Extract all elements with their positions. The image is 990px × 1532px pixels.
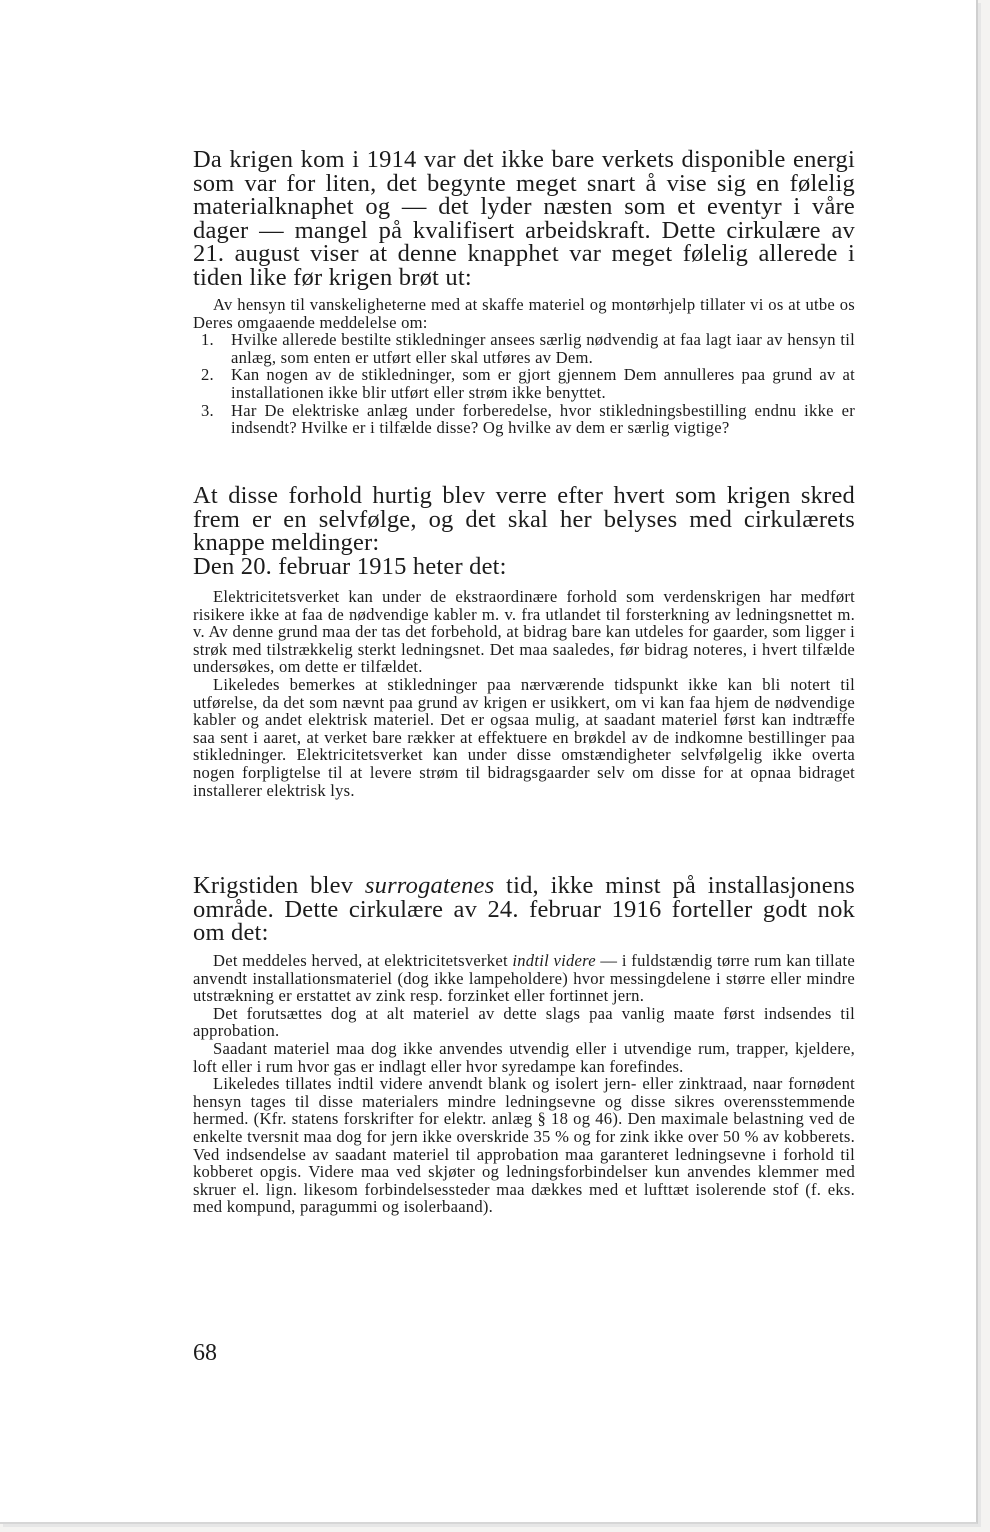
circular-quote-1916 [193,952,855,1216]
quote1-item-3 [193,402,855,437]
section3-italic-term: surrogatenes [364,872,495,899]
quote3-paragraph-2: Det forutsættes dog at alt materiel av dette slags paa vanlig maate først indsendes til approbation. [193,1003,855,1041]
quote1-item-3-number: 3. [201,400,214,420]
quote1-item-1-number: 1. [201,330,214,350]
section3-text-after: tid, ikke minst på installasjonens område. Dette cirkulære av 24. februar 1916 forteller godt nok om det: [193,872,856,947]
quote1-item-2-text: Kan nogen av de stikledninger, som er gjort gjennem Dem annulleres paa grund av at installationen ikke blir utført eller strøm ikke benyttet. [231,365,855,402]
quote2-paragraph-2: Likeledes bemerkes at stikledninger paa nærværende tidspunkt ikke kan bli notert til utførelse, da det som nævnt paa grund av krigen er usikkert, om vi kan faa hjem de nødvendige kabler og andet elektrisk materiel. Det er ogsaa mulig, at saadant materiel først kan indtræffe saa sent i aaret, at verket bare rækker at effektuere en brøkdel av de indkomne bestillinger paa stikledninger. Elektricitetsverket kan under disse omstændigheter selvfølgelig ikke overta nogen forpligtelse til at levere strøm til bidragsgaarder selv om disse for at opnaa bidraget installerer elektrisk lys. [193,674,855,800]
quote1-item-2 [193,366,855,401]
quote1-item-2-number: 2. [201,365,214,385]
intro-paragraph [193,148,855,290]
quote3-paragraph-4: Likeledes tillates indtil videre anvendt blank og isolert jern- eller zinktraad, naar fornødent hensyn tages til disse materialers mindre ledningsevne og disse sikres overensstemmende hermed. (Kfr. statens forskrifter for elektr. anlæg § 18 og 46). Den maximale belastning ved de enkelte tversnit maa dog for jern ikke overskride 35 % og for zink ikke over 50 % av kobberets. Ved indsendelse av saadant materiel til approbation maa garanteret ledningsevne i forhold til kobberet opgis. Videre maa ved skjøter og ledningsforbindelser kun anvendes klemmer med skruer el. lign. likesom forbindelsessteder maa dækkes med et lufttæt isolerende stof (f. eks. med kompund, paragummi og isolerbaand). [193,1074,855,1217]
section2-text: At disse forhold hurtig blev verre efter hvert som krigen skred frem er en selvfølge, og det skal her belyses med cirkulærets knappe meldinger: [193,482,855,557]
circular-quote-1914 [193,296,855,437]
quote2-paragraph-1: Elektricitetsverket kan under de ekstraordinære forhold som verdenskrigen har medført risikere ikke at faa de nødvendige kabler m. v. fra utlandet til forsterkning av ledningsnettet m. v. Av denne grund maa der tas det forbehold, at bidrag bare kan utdeles for gaarder, som ligger i strøk med tilstrækkelig sterkt ledningsnet. Det maa saaledes, før bidrag noteres, i hvert tilfælde undersøkes, om dette er tilfældet. [193,587,855,677]
section3-text-before: Krigstiden blev [193,872,365,899]
quote3-p1-italic: indtil videre [512,951,596,970]
intro-text: Da krigen kom i 1914 var det ikke bare verkets disponible energi som var for liten, det begynte meget snart å vise sig en følelig materialknaphet og — det lyder næsten som et eventyr i våre dager — mangel på kvalifisert arbeidskraft. Dette cirkulære av 21. august viser at denne knapphet var meget følelig allerede i tiden like før krigen brøt ut: [193,146,855,291]
quote1-item-1 [193,331,855,366]
quote1-item-3-text: Har De elektriske anlæg under forberedelse, hvor stikledningsbestilling endnu ikke er indsendt? Hvilke er i tilfælde disse? Og hvilke av dem er særlig vigtige? [231,400,855,438]
quote1-lead: Av hensyn til vanskeligheterne med at skaffe materiel og montørhjelp tillater vi os at utbe os Deres omgaaende meddelelse om: [193,295,855,332]
section-3-paragraph [193,874,855,945]
quote3-p1-before: Det meddeles herved, at elektricitetsverket [213,951,513,970]
section3-text [193,874,855,945]
section2-date-line: Den 20. februar 1915 heter det: [193,552,507,580]
section-2-paragraph [193,484,855,578]
quote3-paragraph-3: Saadant materiel maa dog ikke anvendes utvendig eller i utvendige rum, trapper, kjeldere, loft eller i rum hvor gas er indlagt eller hvor syredampe kan forefindes. [193,1038,855,1076]
quote1-item-1-text: Hvilke allerede bestilte stikledninger ansees særlig nødvendig at faa lagt iaar av hensyn til anlæg, som enten er utført eller skal utføres av Dem. [231,330,855,367]
page-number: 68 [193,1340,217,1366]
quote3-paragraph-1 [193,952,855,1005]
circular-quote-1915 [193,588,855,799]
quote3-p1-after: — i fuldstændig tørre rum kan tillate anvendt installationsmateriel (dog ikke lampeholdere) hvor messingdelene i større eller mindre utstrækning er erstattet av zink resp. forzinket eller fortinnet jern. [193,951,856,1006]
